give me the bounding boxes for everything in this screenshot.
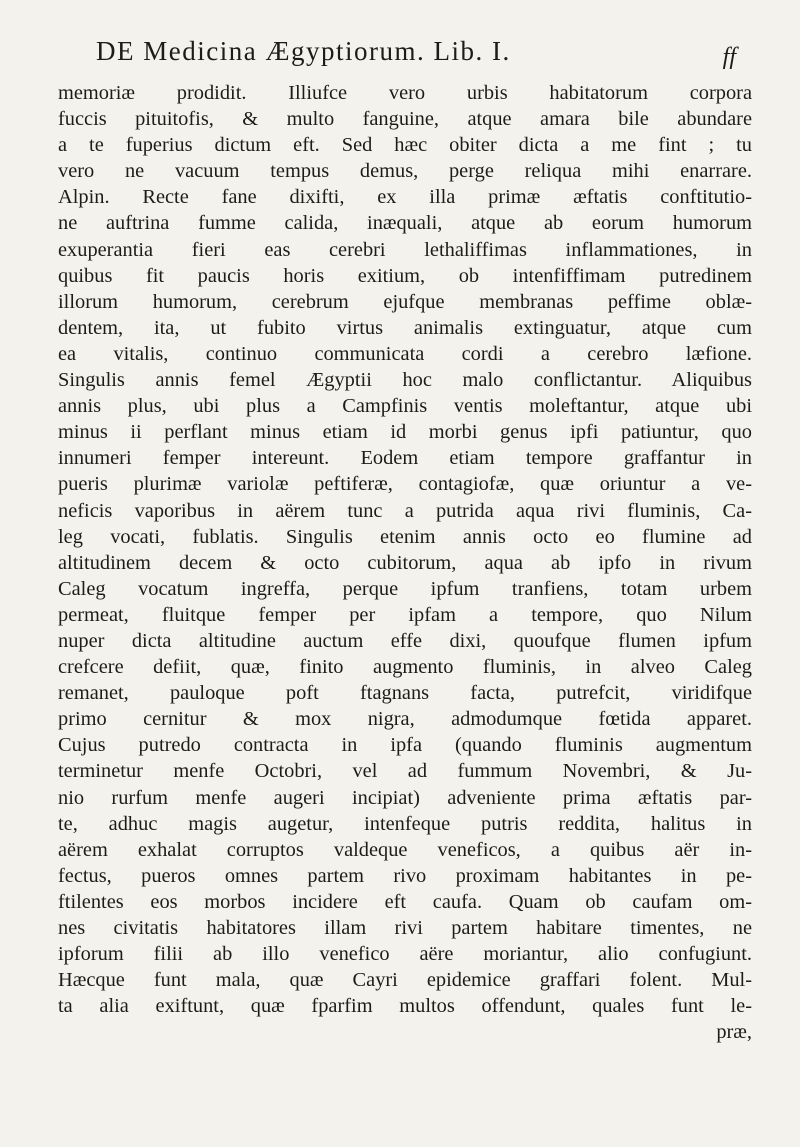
text-line: Hæcque funt mala, quæ Cayri epidemice graffari folent. Mul- bbox=[58, 969, 752, 992]
text-line: permeat, fluitque femper per ipfam a tempore, quo Nilum bbox=[58, 603, 752, 626]
text-line: Singulis annis femel Ægyptii hoc malo conflictantur. Aliquibus bbox=[58, 369, 752, 392]
text-line: illorum humorum, cerebrum ejufque membranas peffime oblæ- bbox=[58, 290, 752, 313]
text-line: terminetur menfe Octobri, vel ad fummum Novembri, & Ju- bbox=[58, 760, 752, 783]
text-line: crefcere defiit, quæ, finito augmento fluminis, in alveo Caleg bbox=[58, 656, 752, 679]
text-line: ne auftrina fumme calida, inæquali, atque ab eorum humorum bbox=[58, 212, 752, 235]
text-line: Caleg vocatum ingreffa, perque ipfum tranfiens, totam urbem bbox=[58, 577, 752, 600]
page-number: ff bbox=[722, 44, 736, 70]
text-line: remanet, pauloque poft ftagnans facta, putrefcit, viridifque bbox=[58, 682, 752, 705]
text-line: fuccis pituitofis, & multo fanguine, atque amara bile abundare bbox=[58, 108, 752, 131]
text-line: ftilentes eos morbos incidere eft caufa. Quam ob caufam om- bbox=[58, 890, 752, 913]
text-line: altitudinem decem & octo cubitorum, aqua ab ipfo in rivum bbox=[58, 551, 752, 574]
text-line: Cujus putredo contracta in ipfa (quando fluminis augmentum bbox=[58, 734, 752, 757]
text-line: te, adhuc magis augetur, intenfeque putris reddita, halitus in bbox=[58, 812, 752, 835]
text-line: innumeri femper intereunt. Eodem etiam tempore graffantur in bbox=[58, 447, 752, 470]
text-line: nes civitatis habitatores illam rivi partem habitare timentes, ne bbox=[58, 917, 752, 939]
text-line: quibus fit paucis horis exitium, ob intenfiffimam putredinem bbox=[58, 264, 752, 287]
text-line: ipforum filii ab illo venefico aëre moriantur, alio confugiunt. bbox=[58, 943, 752, 966]
text-line: neficis vaporibus in aërem tunc a putrida aqua rivi fluminis, Ca- bbox=[58, 499, 752, 522]
text-line: aërem exhalat corruptos valdeque veneficos, a quibus aër in- bbox=[58, 838, 752, 861]
text-line: nio rurfum menfe augeri incipiat) adveniente prima æftatis par- bbox=[58, 786, 752, 809]
text-line: memoriæ prodidit. Illiufce vero urbis habitatorum corpora bbox=[58, 82, 752, 104]
page-header bbox=[96, 36, 736, 76]
text-line: exuperantia fieri eas cerebri lethaliffimas inflammationes, in bbox=[58, 238, 752, 261]
running-head: DE Medicina Ægyptiorum. Lib. I. bbox=[96, 36, 511, 66]
text-line: leg vocati, fublatis. Singulis etenim annis octo eo flumine ad bbox=[58, 525, 752, 548]
text-line: nuper dicta altitudine auctum effe dixi, quoufque flumen ipfum bbox=[58, 629, 752, 652]
text-line: pueris plurimæ variolæ peftiferæ, contagiofæ, quæ oriuntur a ve- bbox=[58, 473, 752, 496]
text-line: dentem, ita, ut fubito virtus animalis extinguatur, atque cum bbox=[58, 316, 752, 339]
text-line: præ, bbox=[716, 1021, 752, 1044]
text-line: fectus, pueros omnes partem rivo proximam habitantes in pe- bbox=[58, 864, 752, 887]
body-text bbox=[58, 80, 752, 1045]
text-line: Alpin. Recte fane dixifti, ex illa primæ æftatis conftitutio- bbox=[58, 186, 752, 209]
text-line: vero ne vacuum tempus demus, perge reliqua mihi enarrare. bbox=[58, 160, 752, 183]
text-line: ea vitalis, continuo communicata cordi a cerebro læfione. bbox=[58, 342, 752, 365]
text-line: minus ii perflant minus etiam id morbi genus ipfi patiuntur, quo bbox=[58, 421, 752, 444]
text-line: annis plus, ubi plus a Campfinis ventis moleftantur, atque ubi bbox=[58, 395, 752, 418]
text-line: ta alia exiftunt, quæ fparfim multos offendunt, quales funt le- bbox=[58, 995, 752, 1018]
text-line: primo cernitur & mox nigra, admodumque fœtida apparet. bbox=[58, 708, 752, 731]
text-line: a te fuperius dictum eft. Sed hæc obiter dicta a me fint ; tu bbox=[58, 134, 752, 157]
